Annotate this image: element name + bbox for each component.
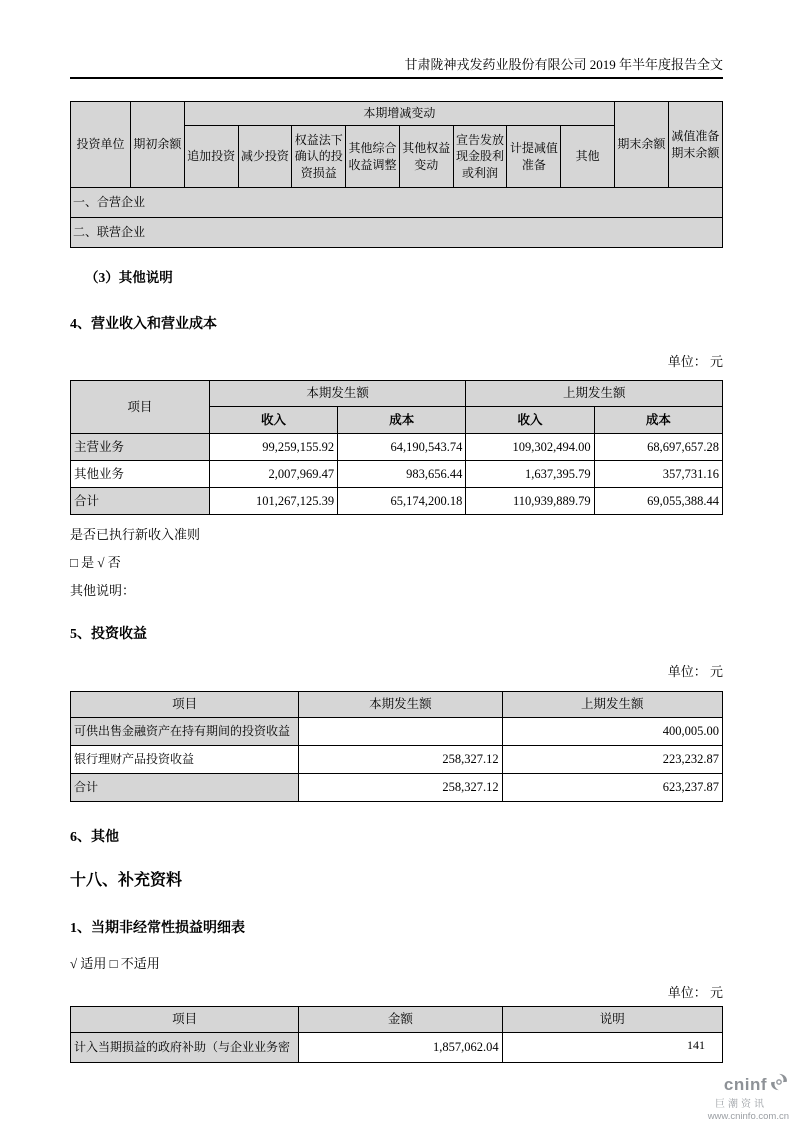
investment-change-table	[70, 101, 723, 248]
cell-value: 65,174,200.18	[338, 488, 466, 515]
cell-value: 109,302,494.00	[466, 434, 594, 461]
row-label: 合计	[71, 774, 299, 802]
cell-value: 258,327.12	[299, 746, 502, 774]
section-heading-revenue-cost: 4、营业收入和营业成本	[70, 317, 217, 332]
col-header-amount: 金额	[299, 1007, 502, 1033]
table-row-joint-venture: 一、合营企业	[71, 188, 723, 218]
table-row	[71, 461, 723, 488]
sub-col-header: 其他综合收益调整	[346, 126, 400, 188]
col-header-invest-unit: 投资单位	[71, 102, 131, 188]
note-other-notes: 其他说明：	[70, 583, 136, 598]
cell-value: 101,267,125.39	[209, 488, 337, 515]
cell-value: 357,731.16	[594, 461, 722, 488]
section-heading-non-recurring: 1、当期非经常性损益明细表	[70, 921, 245, 936]
sub-col-header: 其他权益变动	[399, 126, 453, 188]
cninfo-logo	[708, 1072, 789, 1122]
cell-value: 400,005.00	[502, 718, 722, 746]
cninfo-name-cn: 巨潮资讯	[715, 1099, 767, 1110]
col-header-impairment-closing: 减值准备期末余额	[668, 102, 722, 188]
cell-value: 623,237.87	[502, 774, 722, 802]
sub-col-income: 收入	[466, 407, 594, 434]
section-heading-other: 6、其他	[70, 830, 119, 845]
note-new-revenue-standard: 是否已执行新收入准则	[70, 527, 201, 542]
section-heading-other-notes: （3）其他说明	[85, 270, 173, 285]
col-header-item: 项目	[71, 381, 210, 434]
col-header-item: 项目	[71, 692, 299, 718]
col-header-closing-balance: 期末余额	[615, 102, 669, 188]
chapter-heading-supplementary: 十八、补充资料	[70, 872, 183, 889]
cell-value: 1,857,062.04	[299, 1033, 502, 1063]
doc-header-title: 甘肃陇神戎发药业股份有限公司 2019 年半年度报告全文	[404, 57, 723, 72]
cell-value: 1,637,395.79	[466, 461, 594, 488]
table-row	[71, 746, 723, 774]
col-header-current: 本期发生额	[299, 692, 502, 718]
table-row	[71, 434, 723, 461]
row-label: 银行理财产品投资收益	[71, 746, 299, 774]
sub-col-header: 权益法下确认的投资损益	[292, 126, 346, 188]
note-yes-no-answer: □ 是 √ 否	[70, 555, 121, 570]
cell-value: 64,190,543.74	[338, 434, 466, 461]
cell-value: 983,656.44	[338, 461, 466, 488]
page-number: 141	[687, 1038, 705, 1052]
unit-label: 单位： 元	[667, 354, 723, 369]
col-group-current-change: 本期增减变动	[184, 102, 614, 126]
cell-value: 69,055,388.44	[594, 488, 722, 515]
col-header-opening-balance: 期初余额	[130, 102, 184, 188]
investment-income-table	[70, 691, 723, 802]
cell-value: 2,007,969.47	[209, 461, 337, 488]
row-label: 其他业务	[71, 461, 210, 488]
row-label: 合计	[71, 488, 210, 515]
revenue-cost-table	[70, 380, 723, 515]
sub-col-cost: 成本	[594, 407, 722, 434]
sub-col-header: 其他	[561, 126, 615, 188]
cninfo-url: www.cninfo.com.cn	[707, 1111, 789, 1122]
col-header-note: 说明	[502, 1007, 722, 1033]
non-recurring-items-table	[70, 1006, 723, 1063]
row-label: 主营业务	[71, 434, 210, 461]
unit-label: 单位： 元	[667, 664, 723, 679]
sub-col-header: 宣告发放现金股利或利润	[453, 126, 507, 188]
col-header-prior: 上期发生额	[502, 692, 722, 718]
col-group-current-period: 本期发生额	[209, 381, 466, 407]
cell-value: 223,232.87	[502, 746, 722, 774]
cell-value: 99,259,155.92	[209, 434, 337, 461]
col-header-item: 项目	[71, 1007, 299, 1033]
table-row	[71, 1033, 723, 1063]
sub-col-income: 收入	[209, 407, 337, 434]
sub-col-header: 追加投资	[184, 126, 238, 188]
doc-header	[70, 54, 723, 79]
table-row-total	[71, 774, 723, 802]
cninfo-swirl-icon	[769, 1072, 789, 1097]
col-group-prior-period: 上期发生额	[466, 381, 723, 407]
sub-col-header: 减少投资	[238, 126, 292, 188]
cell-value	[299, 718, 502, 746]
cell-value: 68,697,657.28	[594, 434, 722, 461]
section-heading-investment-income: 5、投资收益	[70, 627, 147, 642]
sub-col-header: 计提减值准备	[507, 126, 561, 188]
cell-value: 110,939,889.79	[466, 488, 594, 515]
table-row-associate: 二、联营企业	[71, 218, 723, 248]
unit-label: 单位： 元	[667, 985, 723, 1000]
row-label: 计入当期损益的政府补助（与企业业务密	[71, 1033, 299, 1063]
sub-col-cost: 成本	[338, 407, 466, 434]
table-row	[71, 718, 723, 746]
cninfo-brand-text: cninf	[723, 1074, 767, 1094]
applicable-line: √ 适用 □ 不适用	[70, 956, 160, 971]
table-row-total	[71, 488, 723, 515]
row-label: 可供出售金融资产在持有期间的投资收益	[71, 718, 299, 746]
cell-value: 258,327.12	[299, 774, 502, 802]
